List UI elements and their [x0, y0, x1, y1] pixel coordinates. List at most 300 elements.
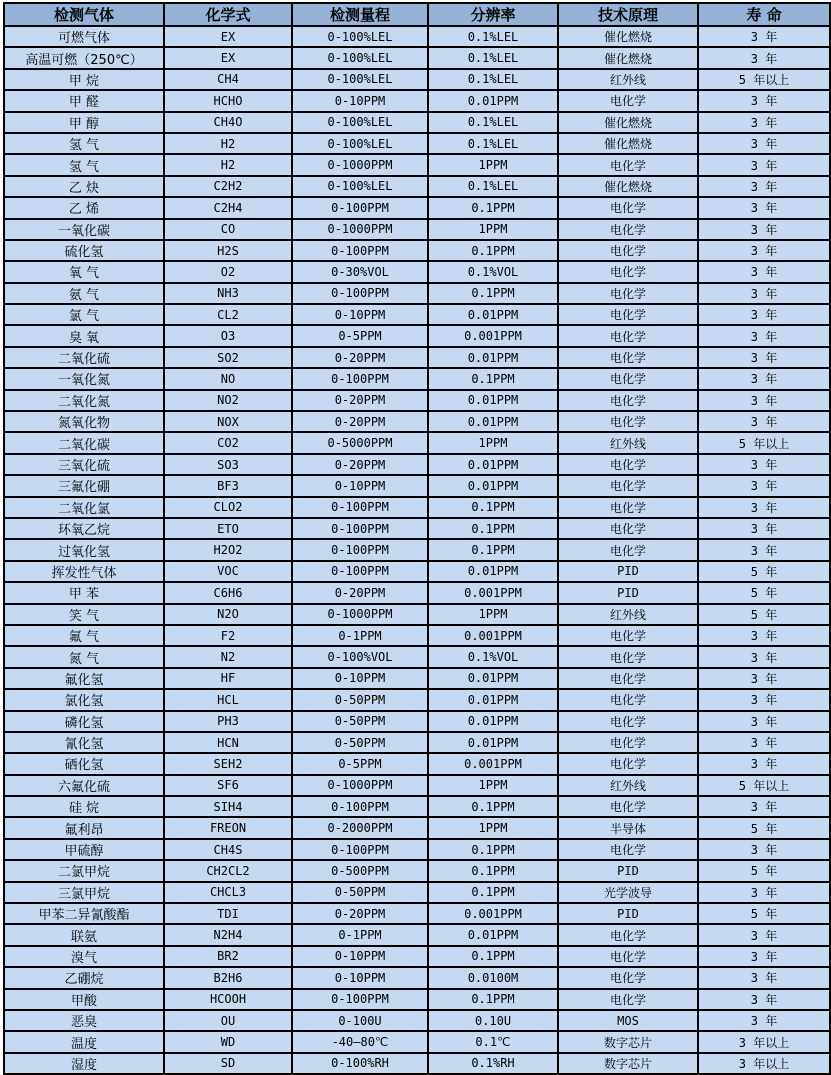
table-row [4, 411, 830, 432]
cell-formula: N2O [164, 604, 292, 625]
cell-principle: 电化学 [558, 732, 698, 753]
column-header-formula: 化学式 [164, 3, 292, 26]
cell-resolution: 0.001PPM [428, 582, 558, 603]
cell-resolution: 0.1PPM [428, 197, 558, 218]
cell-range: 0-100%VOL [292, 646, 428, 667]
column-header-resolution: 分辨率 [428, 3, 558, 26]
cell-principle: 电化学 [558, 283, 698, 304]
cell-lifespan: 3 年 [698, 90, 830, 111]
cell-lifespan: 3 年 [698, 154, 830, 175]
gas-sensor-spec-table [3, 2, 831, 1075]
cell-range: 0-1000PPM [292, 775, 428, 796]
cell-gas-name: 环氧乙烷 [4, 518, 164, 539]
cell-lifespan: 3 年 [698, 946, 830, 967]
cell-principle: 电化学 [558, 711, 698, 732]
cell-resolution: 0.01PPM [428, 411, 558, 432]
cell-range: 0-50PPM [292, 882, 428, 903]
cell-formula: NO [164, 368, 292, 389]
cell-lifespan: 3 年 [698, 325, 830, 346]
cell-resolution: 0.1%RH [428, 1053, 558, 1074]
table-row [4, 432, 830, 453]
header-row [4, 3, 830, 26]
cell-gas-name: 甲 醇 [4, 112, 164, 133]
cell-range: 0-50PPM [292, 732, 428, 753]
cell-lifespan: 3 年 [698, 304, 830, 325]
cell-resolution: 0.1PPM [428, 283, 558, 304]
cell-lifespan: 3 年 [698, 967, 830, 988]
cell-formula: HCN [164, 732, 292, 753]
cell-gas-name: 氨 气 [4, 283, 164, 304]
cell-resolution: 0.001PPM [428, 325, 558, 346]
cell-formula: CHCL3 [164, 882, 292, 903]
cell-lifespan: 3 年 [698, 112, 830, 133]
table-row [4, 539, 830, 560]
cell-gas-name: 挥发性气体 [4, 561, 164, 582]
cell-lifespan: 3 年 [698, 497, 830, 518]
cell-range: 0-100%LEL [292, 112, 428, 133]
cell-formula: C2H2 [164, 176, 292, 197]
cell-principle: 电化学 [558, 646, 698, 667]
cell-gas-name: 湿度 [4, 1053, 164, 1074]
cell-lifespan: 3 年 [698, 240, 830, 261]
table-row [4, 112, 830, 133]
table-row [4, 796, 830, 817]
cell-range: 0-100PPM [292, 518, 428, 539]
cell-gas-name: 二氧化氯 [4, 497, 164, 518]
cell-principle: 电化学 [558, 347, 698, 368]
table-row [4, 839, 830, 860]
cell-lifespan: 3 年 [698, 283, 830, 304]
cell-resolution: 0.1%LEL [428, 69, 558, 90]
cell-formula: VOC [164, 561, 292, 582]
cell-lifespan: 3 年 [698, 347, 830, 368]
cell-resolution: 0.1PPM [428, 240, 558, 261]
cell-resolution: 0.1PPM [428, 989, 558, 1010]
cell-formula: BR2 [164, 946, 292, 967]
column-header-range: 检测量程 [292, 3, 428, 26]
cell-lifespan: 5 年 [698, 860, 830, 881]
cell-range: 0-1000PPM [292, 604, 428, 625]
cell-range: 0-100PPM [292, 989, 428, 1010]
cell-principle: 红外线 [558, 69, 698, 90]
cell-principle: 电化学 [558, 946, 698, 967]
cell-gas-name: 三氯甲烷 [4, 882, 164, 903]
table-row [4, 197, 830, 218]
cell-principle: 电化学 [558, 689, 698, 710]
cell-gas-name: 一氧化碳 [4, 219, 164, 240]
cell-gas-name: 氢 气 [4, 154, 164, 175]
cell-resolution: 0.01PPM [428, 668, 558, 689]
table-row [4, 368, 830, 389]
cell-formula: SF6 [164, 775, 292, 796]
cell-range: 0-10PPM [292, 967, 428, 988]
cell-formula: NOX [164, 411, 292, 432]
cell-lifespan: 3 年 [698, 219, 830, 240]
cell-formula: WD [164, 1031, 292, 1052]
cell-range: 0-5000PPM [292, 432, 428, 453]
cell-principle: 数字芯片 [558, 1053, 698, 1074]
cell-gas-name: 氮 气 [4, 646, 164, 667]
cell-principle: 催化燃烧 [558, 112, 698, 133]
cell-resolution: 1PPM [428, 154, 558, 175]
cell-lifespan: 5 年 [698, 817, 830, 838]
table-row [4, 924, 830, 945]
cell-range: 0-1000PPM [292, 219, 428, 240]
cell-range: 0-500PPM [292, 860, 428, 881]
cell-formula: H2 [164, 154, 292, 175]
cell-lifespan: 3 年 [698, 454, 830, 475]
cell-formula: HCOOH [164, 989, 292, 1010]
cell-principle: 电化学 [558, 197, 698, 218]
table-body [4, 26, 830, 1074]
cell-range: 0-20PPM [292, 390, 428, 411]
cell-gas-name: 乙硼烷 [4, 967, 164, 988]
cell-lifespan: 3 年 [698, 518, 830, 539]
cell-principle: PID [558, 582, 698, 603]
table-row [4, 989, 830, 1010]
cell-gas-name: 臭 氧 [4, 325, 164, 346]
cell-formula: CO [164, 219, 292, 240]
cell-lifespan: 3 年 [698, 176, 830, 197]
table-row [4, 1010, 830, 1031]
table-row [4, 133, 830, 154]
cell-resolution: 1PPM [428, 604, 558, 625]
cell-lifespan: 5 年 [698, 604, 830, 625]
cell-lifespan: 3 年 [698, 753, 830, 774]
cell-range: 0-5PPM [292, 325, 428, 346]
cell-formula: C2H4 [164, 197, 292, 218]
cell-gas-name: 甲酸 [4, 989, 164, 1010]
cell-principle: 电化学 [558, 475, 698, 496]
cell-formula: CH4O [164, 112, 292, 133]
cell-gas-name: 甲 烷 [4, 69, 164, 90]
cell-resolution: 0.01PPM [428, 689, 558, 710]
cell-lifespan: 3 年 [698, 924, 830, 945]
cell-principle: 电化学 [558, 90, 698, 111]
table-row [4, 325, 830, 346]
cell-range: 0-100%LEL [292, 69, 428, 90]
cell-range: 0-10PPM [292, 90, 428, 111]
cell-resolution: 0.1PPM [428, 518, 558, 539]
cell-principle: 电化学 [558, 411, 698, 432]
cell-principle: 电化学 [558, 240, 698, 261]
cell-formula: SO3 [164, 454, 292, 475]
cell-gas-name: 氟利昂 [4, 817, 164, 838]
cell-gas-name: 二氧化氮 [4, 390, 164, 411]
cell-range: 0-50PPM [292, 689, 428, 710]
cell-range: 0-20PPM [292, 411, 428, 432]
cell-resolution: 0.1%LEL [428, 112, 558, 133]
cell-formula: SEH2 [164, 753, 292, 774]
column-header-lifespan: 寿 命 [698, 3, 830, 26]
cell-lifespan: 3 年 [698, 539, 830, 560]
cell-range: 0-100%LEL [292, 47, 428, 68]
cell-gas-name: 温度 [4, 1031, 164, 1052]
cell-formula: H2 [164, 133, 292, 154]
table-row [4, 69, 830, 90]
cell-range: 0-20PPM [292, 903, 428, 924]
cell-formula: HCL [164, 689, 292, 710]
cell-range: -40—80℃ [292, 1031, 428, 1052]
cell-gas-name: 氧 气 [4, 261, 164, 282]
cell-gas-name: 氮氧化物 [4, 411, 164, 432]
table-row [4, 711, 830, 732]
cell-lifespan: 5 年以上 [698, 775, 830, 796]
cell-principle: 数字芯片 [558, 1031, 698, 1052]
table-row [4, 946, 830, 967]
cell-formula: PH3 [164, 711, 292, 732]
cell-formula: CLO2 [164, 497, 292, 518]
table-header [4, 3, 830, 26]
cell-lifespan: 3 年 [698, 261, 830, 282]
cell-resolution: 0.1℃ [428, 1031, 558, 1052]
cell-range: 0-10PPM [292, 946, 428, 967]
cell-resolution: 0.01PPM [428, 711, 558, 732]
cell-range: 0-10PPM [292, 304, 428, 325]
cell-gas-name: 笑 气 [4, 604, 164, 625]
table-row [4, 775, 830, 796]
cell-range: 0-100%LEL [292, 133, 428, 154]
table-row [4, 625, 830, 646]
cell-gas-name: 一氧化氮 [4, 368, 164, 389]
cell-range: 0-100PPM [292, 561, 428, 582]
cell-formula: SO2 [164, 347, 292, 368]
cell-range: 0-100PPM [292, 240, 428, 261]
cell-lifespan: 3 年 [698, 475, 830, 496]
cell-resolution: 0.1%LEL [428, 26, 558, 47]
cell-principle: 电化学 [558, 261, 698, 282]
cell-range: 0-20PPM [292, 454, 428, 475]
cell-formula: NO2 [164, 390, 292, 411]
table-row [4, 1053, 830, 1074]
cell-gas-name: 乙 炔 [4, 176, 164, 197]
cell-range: 0-100PPM [292, 839, 428, 860]
cell-formula: H2S [164, 240, 292, 261]
table-row [4, 240, 830, 261]
table-row [4, 817, 830, 838]
cell-principle: 电化学 [558, 518, 698, 539]
cell-formula: O2 [164, 261, 292, 282]
table-row [4, 903, 830, 924]
cell-principle: 红外线 [558, 432, 698, 453]
cell-lifespan: 3 年 [698, 839, 830, 860]
cell-principle: PID [558, 860, 698, 881]
cell-lifespan: 3 年 [698, 47, 830, 68]
cell-gas-name: 六氟化硫 [4, 775, 164, 796]
cell-lifespan: 5 年 [698, 903, 830, 924]
cell-gas-name: 甲苯二异氰酸酯 [4, 903, 164, 924]
cell-principle: 电化学 [558, 497, 698, 518]
cell-principle: 电化学 [558, 454, 698, 475]
table-row [4, 219, 830, 240]
cell-resolution: 0.1%VOL [428, 646, 558, 667]
cell-principle: 半导体 [558, 817, 698, 838]
cell-formula: O3 [164, 325, 292, 346]
table-row [4, 753, 830, 774]
cell-lifespan: 3 年 [698, 625, 830, 646]
cell-formula: SD [164, 1053, 292, 1074]
cell-gas-name: 二氯甲烷 [4, 860, 164, 881]
cell-resolution: 1PPM [428, 817, 558, 838]
cell-range: 0-1000PPM [292, 154, 428, 175]
column-header-gas: 检测气体 [4, 3, 164, 26]
cell-formula: F2 [164, 625, 292, 646]
cell-principle: 催化燃烧 [558, 26, 698, 47]
cell-lifespan: 5 年 [698, 561, 830, 582]
cell-gas-name: 三氟化硼 [4, 475, 164, 496]
cell-lifespan: 5 年 [698, 582, 830, 603]
cell-lifespan: 3 年 [698, 390, 830, 411]
cell-lifespan: 3 年 [698, 368, 830, 389]
cell-range: 0-100%LEL [292, 176, 428, 197]
cell-gas-name: 甲 醛 [4, 90, 164, 111]
table-row [4, 475, 830, 496]
cell-lifespan: 3 年以上 [698, 1031, 830, 1052]
cell-gas-name: 硅 烷 [4, 796, 164, 817]
table-row [4, 561, 830, 582]
table-row [4, 47, 830, 68]
cell-principle: 电化学 [558, 625, 698, 646]
cell-resolution: 0.01PPM [428, 475, 558, 496]
cell-lifespan: 3 年 [698, 711, 830, 732]
cell-principle: 电化学 [558, 304, 698, 325]
cell-resolution: 0.01PPM [428, 390, 558, 411]
cell-formula: C6H6 [164, 582, 292, 603]
cell-gas-name: 高温可燃（250℃） [4, 47, 164, 68]
cell-gas-name: 氟 气 [4, 625, 164, 646]
cell-resolution: 0.01PPM [428, 561, 558, 582]
cell-resolution: 0.1PPM [428, 882, 558, 903]
cell-resolution: 0.01PPM [428, 454, 558, 475]
cell-lifespan: 3 年 [698, 989, 830, 1010]
cell-lifespan: 3 年 [698, 411, 830, 432]
table-row [4, 454, 830, 475]
table-row [4, 261, 830, 282]
cell-resolution: 1PPM [428, 432, 558, 453]
cell-lifespan: 3 年 [698, 689, 830, 710]
cell-principle: 电化学 [558, 539, 698, 560]
cell-range: 0-2000PPM [292, 817, 428, 838]
cell-resolution: 0.1PPM [428, 368, 558, 389]
cell-gas-name: 三氧化硫 [4, 454, 164, 475]
cell-range: 0-100PPM [292, 796, 428, 817]
cell-principle: 电化学 [558, 753, 698, 774]
cell-principle: 红外线 [558, 775, 698, 796]
cell-formula: SIH4 [164, 796, 292, 817]
table-row [4, 497, 830, 518]
cell-resolution: 0.01PPM [428, 90, 558, 111]
cell-principle: 电化学 [558, 967, 698, 988]
cell-resolution: 0.0100M [428, 967, 558, 988]
table-row [4, 732, 830, 753]
cell-range: 0-100PPM [292, 368, 428, 389]
cell-principle: 催化燃烧 [558, 176, 698, 197]
table-row [4, 967, 830, 988]
cell-lifespan: 3 年 [698, 668, 830, 689]
cell-principle: 电化学 [558, 368, 698, 389]
cell-lifespan: 3 年 [698, 796, 830, 817]
cell-gas-name: 甲 苯 [4, 582, 164, 603]
cell-range: 0-100PPM [292, 283, 428, 304]
cell-range: 0-100PPM [292, 197, 428, 218]
cell-lifespan: 3 年 [698, 133, 830, 154]
table-row [4, 882, 830, 903]
cell-formula: HF [164, 668, 292, 689]
table-row [4, 304, 830, 325]
cell-lifespan: 3 年以上 [698, 1053, 830, 1074]
table-row [4, 604, 830, 625]
cell-range: 0-20PPM [292, 347, 428, 368]
cell-gas-name: 氢 气 [4, 133, 164, 154]
cell-resolution: 0.001PPM [428, 625, 558, 646]
table-row [4, 154, 830, 175]
cell-resolution: 0.1PPM [428, 839, 558, 860]
cell-lifespan: 5 年以上 [698, 69, 830, 90]
cell-formula: CH2CL2 [164, 860, 292, 881]
cell-range: 0-100PPM [292, 497, 428, 518]
cell-resolution: 0.1%VOL [428, 261, 558, 282]
cell-resolution: 0.1PPM [428, 860, 558, 881]
table-row [4, 90, 830, 111]
table-row [4, 689, 830, 710]
cell-gas-name: 溴气 [4, 946, 164, 967]
cell-formula: N2H4 [164, 924, 292, 945]
cell-resolution: 0.01PPM [428, 924, 558, 945]
cell-principle: PID [558, 903, 698, 924]
cell-formula: NH3 [164, 283, 292, 304]
cell-formula: OU [164, 1010, 292, 1031]
cell-principle: 电化学 [558, 219, 698, 240]
cell-range: 0-5PPM [292, 753, 428, 774]
cell-gas-name: 氯化氢 [4, 689, 164, 710]
cell-gas-name: 恶臭 [4, 1010, 164, 1031]
cell-lifespan: 3 年 [698, 882, 830, 903]
table-row [4, 1031, 830, 1052]
cell-principle: 电化学 [558, 390, 698, 411]
table-row [4, 518, 830, 539]
cell-range: 0-10PPM [292, 668, 428, 689]
column-header-principle: 技术原理 [558, 3, 698, 26]
table-row [4, 582, 830, 603]
cell-principle: 催化燃烧 [558, 133, 698, 154]
cell-resolution: 0.1PPM [428, 497, 558, 518]
cell-gas-name: 可燃气体 [4, 26, 164, 47]
cell-formula: ETO [164, 518, 292, 539]
cell-principle: 光学波导 [558, 882, 698, 903]
table-row [4, 26, 830, 47]
cell-lifespan: 3 年 [698, 26, 830, 47]
cell-principle: 催化燃烧 [558, 47, 698, 68]
cell-principle: 电化学 [558, 839, 698, 860]
cell-resolution: 1PPM [428, 219, 558, 240]
cell-formula: B2H6 [164, 967, 292, 988]
cell-principle: 电化学 [558, 668, 698, 689]
cell-principle: 电化学 [558, 989, 698, 1010]
cell-resolution: 0.1PPM [428, 539, 558, 560]
cell-gas-name: 磷化氢 [4, 711, 164, 732]
cell-lifespan: 3 年 [698, 197, 830, 218]
cell-gas-name: 硫化氢 [4, 240, 164, 261]
cell-resolution: 0.1%LEL [428, 176, 558, 197]
table-row [4, 390, 830, 411]
table-row [4, 283, 830, 304]
cell-principle: PID [558, 561, 698, 582]
cell-principle: MOS [558, 1010, 698, 1031]
table-row [4, 176, 830, 197]
cell-lifespan: 3 年 [698, 1010, 830, 1031]
cell-gas-name: 乙 烯 [4, 197, 164, 218]
cell-lifespan: 5 年以上 [698, 432, 830, 453]
